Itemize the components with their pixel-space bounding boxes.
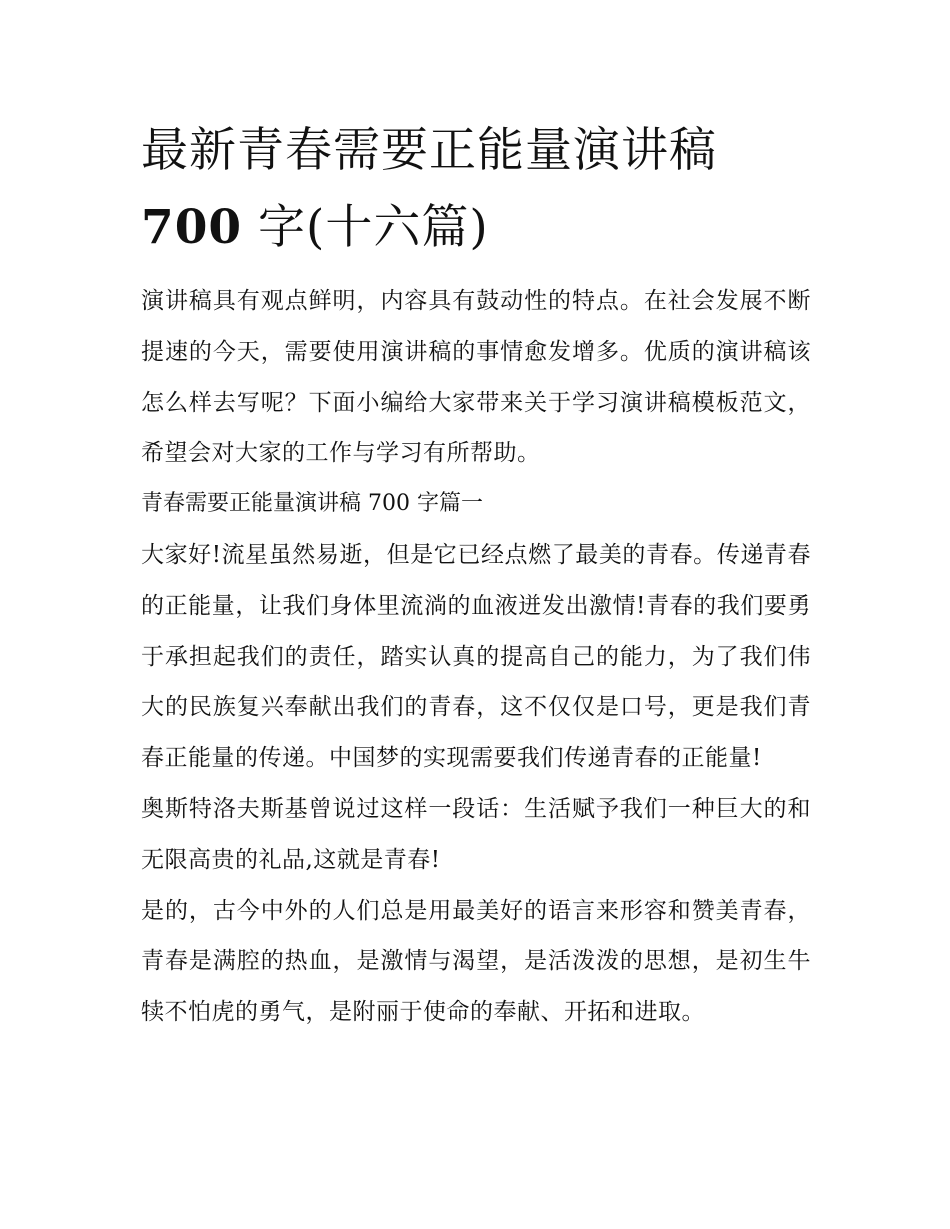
intro-paragraph: 演讲稿具有观点鲜明，内容具有鼓动性的特点。在社会发展不断提速的今天，需要使用演讲稿的事情愈发增多。优质的演讲稿该怎么样去写呢？下面小编给大家带来关于学习演讲稿模板范文，希望会对大家的工作与学习有所帮助。 bbox=[141, 288, 811, 467]
body-paragraph-3: 是的，古今中外的人们总是用最美好的语言来形容和赞美青春，青春是满腔的热血，是激情与渴望，是活泼泼的思想，是初生牛犊不怕虎的勇气，是附丽于使命的奉献、开拓和进取。 bbox=[141, 897, 811, 1026]
document-title bbox=[141, 112, 811, 266]
document-content bbox=[141, 112, 811, 1038]
title-line-2: 字(十六篇) bbox=[242, 200, 489, 255]
section-heading: 青春需要正能量演讲稿 700 字篇一 bbox=[141, 491, 483, 517]
title-line-1: 最新青春需要正能量演讲稿 bbox=[141, 123, 717, 178]
body-paragraph-1: 大家好!流星虽然易逝，但是它已经点燃了最美的青春。传递青春的正能量，让我们身体里流淌的血液迸发出激情!青春的我们要勇于承担起我们的责任，踏实认真的提高自己的能力，为了我们伟大的民族复兴奉献出我们的青春，这不仅仅是口号，更是我们青春正能量的传递。中国梦的实现需要我们传递青春的正能量! bbox=[141, 541, 811, 772]
body-paragraph-2: 奥斯特洛夫斯基曾说过这样一段话：生活赋予我们一种巨大的和无限高贵的礼品,这就是青春! bbox=[141, 795, 811, 873]
title-number: 700 bbox=[141, 200, 243, 255]
